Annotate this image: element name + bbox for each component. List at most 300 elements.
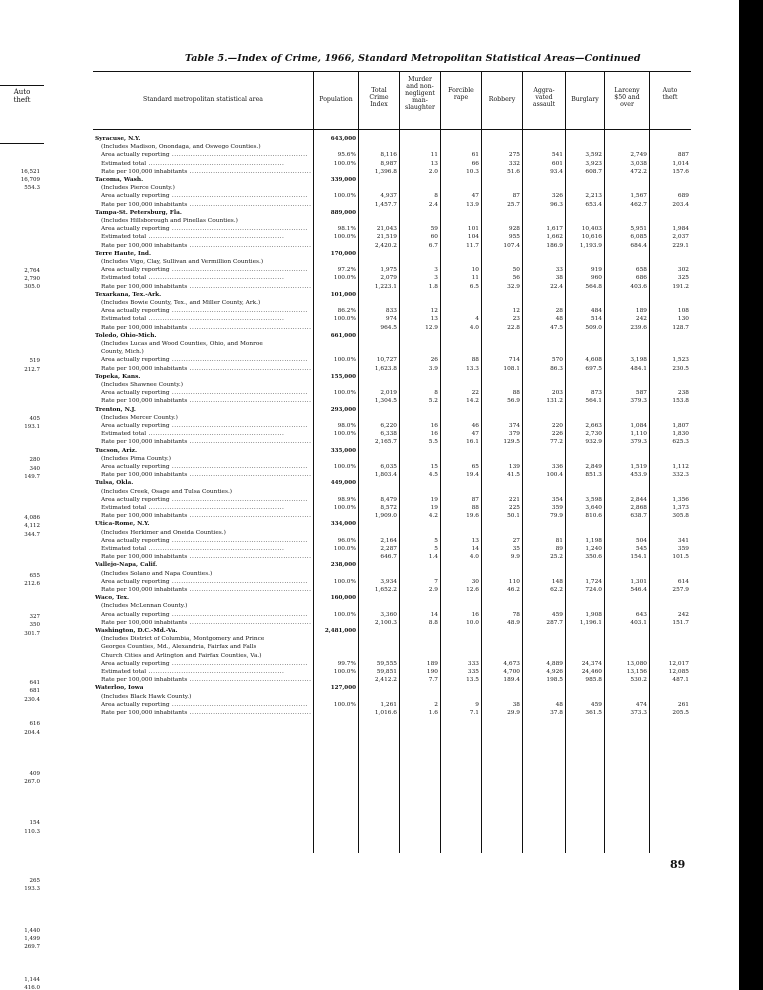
table-cell: 153.8 (672, 398, 689, 405)
row-label: Rate per 100,000 inhabitants ..... (101, 324, 311, 332)
table-cell: 19 (430, 496, 438, 503)
table-cell: 129.5 (503, 439, 520, 446)
area-name: Topeka, Kans. (95, 373, 141, 380)
left-strip-value: 416.0 (24, 985, 40, 990)
population-value: 661,000 (330, 332, 356, 339)
table-cell: 226 (551, 431, 563, 438)
area-note: (Includes Black Hawk County.) (101, 693, 192, 700)
table-cell: 12 (512, 308, 520, 315)
table-row (93, 479, 691, 487)
left-strip-value: 16,709 (20, 176, 40, 183)
table-cell: 1,457.7 (374, 201, 397, 208)
population-value: 335,000 (330, 447, 356, 454)
table-cell: 12 (430, 308, 438, 315)
percent-reporting: 95.6% (337, 152, 356, 159)
table-cell: 19.6 (466, 513, 479, 520)
table-cell: 472.2 (630, 168, 647, 175)
table-cell: 697.5 (585, 365, 602, 372)
percent-reporting: 100.0% (333, 546, 356, 552)
table-cell: 4.5 (428, 472, 438, 479)
left-strip-value: 110.3 (24, 828, 40, 835)
area-name: Tacoma, Wash. (95, 177, 144, 183)
table-cell: 139 (508, 464, 520, 470)
table-cell: 239.6 (630, 324, 647, 331)
table-cell: 230.5 (672, 365, 689, 372)
table-cell: 2,420.2 (374, 242, 397, 249)
area-name: Tucson, Ariz. (95, 447, 137, 454)
table-cell: 614 (677, 578, 689, 585)
table-cell: 3,198 (630, 357, 647, 364)
table-cell: 24,460 (581, 669, 602, 675)
table-cell: 4,889 (546, 660, 563, 667)
percent-reporting: 99.7% (337, 660, 356, 667)
table-cell: 3.9 (428, 365, 438, 372)
table-cell: 4 (475, 316, 479, 323)
table-cell: 1,523 (672, 357, 689, 364)
table-row (93, 709, 691, 717)
population-value: 170,000 (330, 250, 356, 257)
table-cell: 205.5 (672, 710, 689, 716)
table-cell: 6,035 (380, 464, 397, 470)
left-strip-value: 212.6 (24, 581, 40, 587)
percent-reporting: 100.0% (333, 701, 356, 708)
table-cell: 86.3 (550, 365, 563, 372)
table-cell: 108 (677, 308, 689, 315)
column-rule (399, 71, 400, 853)
percent-reporting: 100.0% (333, 316, 356, 323)
table-cell: 810.6 (585, 513, 602, 520)
area-note: Georges Counties, Md., Alexandria, Fairfax and Falls (101, 644, 257, 651)
table-cell: 459 (590, 701, 602, 708)
table-cell: 374 (508, 423, 520, 429)
table-cell: 587 (635, 390, 647, 397)
area-name: Syracuse, N.Y. (95, 136, 141, 142)
percent-reporting: 100.0% (333, 234, 356, 241)
table-cell: 56.9 (507, 398, 520, 405)
left-strip-value: 212.7 (24, 366, 40, 373)
table-cell: 5 (434, 546, 438, 552)
table-cell: 887 (677, 152, 689, 159)
table-cell: 89 (555, 546, 563, 552)
percent-reporting: 100.0% (333, 431, 356, 438)
table-cell: 974 (385, 316, 397, 323)
table-cell: 47.5 (550, 324, 563, 331)
left-strip (0, 85, 44, 990)
table-cell: 28 (555, 308, 563, 315)
area-name: Waco, Tex. (95, 595, 130, 602)
table-row (93, 496, 691, 504)
area-name: Tampa-St. Petersburg, Fla. (95, 209, 182, 216)
table-cell: 1,198 (585, 537, 602, 544)
table-row (93, 381, 691, 389)
left-strip-value: 305.0 (24, 284, 40, 290)
population-value: 127,000 (330, 685, 356, 692)
percent-reporting: 100.0% (333, 578, 356, 585)
area-note: (Includes Pima County.) (101, 455, 171, 462)
table-cell: 8,987 (380, 160, 397, 167)
table-cell: 22.8 (507, 324, 520, 331)
table-cell: 1,196.1 (579, 619, 602, 626)
table-row (93, 291, 691, 299)
table-cell: 955 (508, 234, 520, 241)
table-cell: 242 (677, 611, 689, 618)
table-row (93, 471, 691, 479)
table-cell: 189 (635, 308, 647, 315)
area-note: (Includes McLennan County.) (101, 603, 188, 610)
table-cell: 1,301 (630, 578, 647, 585)
percent-reporting: 86.2% (337, 308, 356, 315)
area-note: Church Cities and Arlington and Fairfax Counties, Va.) (101, 652, 262, 659)
percent-reporting: 98.9% (337, 496, 356, 503)
percent-reporting: 100.0% (333, 160, 356, 167)
area-name: Texarkana, Tex.-Ark. (95, 291, 162, 298)
row-label: Area actually reporting ..... (101, 266, 311, 274)
row-label: Area actually reporting ..... (101, 422, 311, 430)
table-cell: 8,479 (380, 496, 397, 503)
row-label: Rate per 100,000 inhabitants ..... (101, 201, 311, 209)
table-cell: 919 (590, 267, 602, 274)
table-cell: 8 (434, 390, 438, 397)
table-cell: 128.7 (672, 324, 689, 331)
table-cell: 21,519 (376, 234, 397, 241)
population-value: 155,000 (330, 373, 356, 380)
table-top-rule (93, 71, 691, 72)
population-value: 2,481,000 (324, 628, 356, 634)
row-label: Rate per 100,000 inhabitants ..... (101, 676, 311, 684)
table-cell: 79.9 (550, 513, 563, 520)
table-row (93, 233, 691, 241)
table-cell: 403.6 (630, 283, 647, 290)
table-cell: 325 (677, 275, 689, 282)
table-cell: 16 (471, 611, 479, 618)
table-row (93, 348, 691, 356)
table-cell: 59,555 (376, 660, 397, 667)
table-cell: 48.9 (507, 619, 520, 626)
table-cell: 41.5 (507, 472, 520, 479)
area-name: Toledo, Ohio-Mich. (95, 332, 157, 339)
left-strip-value: 340 (29, 465, 40, 472)
area-name: Vallejo-Napa, Calif. (95, 562, 158, 569)
table-cell: 1,984 (672, 226, 689, 233)
table-cell: 653.4 (585, 201, 602, 208)
table-cell: 4,937 (380, 193, 397, 200)
left-strip-value: 193.3 (24, 886, 40, 893)
table-cell: 332.3 (672, 472, 689, 479)
table-cell: 1,112 (672, 464, 689, 470)
column-rule (313, 71, 314, 853)
area-note: (Includes Solano and Napa Counties.) (101, 570, 213, 577)
area-note: (Includes Lucas and Wood Counties, Ohio, and Monroe (101, 341, 263, 347)
table-row (93, 184, 691, 192)
table-cell: 14 (471, 546, 479, 552)
table-cell: 964.5 (380, 324, 397, 331)
population-value: 889,000 (330, 209, 356, 216)
table-cell: 60 (430, 234, 438, 241)
header-total: Total Crime Index (369, 87, 389, 108)
table-cell: 2,037 (672, 234, 689, 241)
area-note: (Includes Hillsborough and Pinellas Counties.) (101, 218, 238, 224)
area-note: (Includes Mercer County.) (101, 414, 178, 421)
area-name: Terre Haute, Ind. (95, 250, 151, 257)
left-strip-value: 641 (29, 680, 40, 686)
table-row (93, 266, 691, 274)
table-row (93, 250, 691, 258)
table-cell: 77.2 (550, 439, 563, 446)
table-cell: 13 (430, 316, 438, 323)
row-label: Rate per 100,000 inhabitants ..... (101, 619, 311, 627)
table-cell: 48 (555, 316, 563, 323)
row-label: Area actually reporting ..... (101, 225, 311, 233)
header-larceny: Larceny $50 and over (614, 87, 640, 108)
left-strip-value: 681 (29, 688, 40, 695)
table-cell: 10,727 (376, 357, 397, 364)
left-strip-value: 16,521 (20, 168, 40, 175)
table-row (93, 422, 691, 430)
table-cell: 154.1 (630, 554, 647, 561)
page-number: 89 (670, 858, 686, 871)
table-row (93, 537, 691, 545)
left-strip-value: 350 (29, 622, 40, 629)
table-cell: 59 (430, 226, 438, 233)
table-cell: 514 (590, 316, 602, 323)
table-cell: 24,374 (581, 660, 602, 667)
population-value: 339,000 (330, 177, 356, 183)
table-row (93, 578, 691, 586)
left-strip-value: 655 (29, 572, 40, 579)
table-cell: 22 (471, 390, 479, 397)
row-label: Area actually reporting ..... (101, 701, 311, 709)
row-label: Area actually reporting ..... (101, 660, 311, 668)
table-cell: 2,730 (585, 431, 602, 438)
table-cell: 1,662 (546, 234, 563, 241)
table-cell: 257.9 (672, 587, 689, 593)
table-cell: 13,156 (626, 669, 647, 675)
table-cell: 373.3 (630, 710, 647, 716)
table-cell: 4.0 (469, 554, 479, 561)
table-row (93, 693, 691, 701)
table-row (93, 217, 691, 225)
table-row (93, 602, 691, 610)
table-cell: 261 (677, 701, 689, 708)
table-cell: 487.1 (672, 677, 689, 684)
table-cell: 2,213 (585, 193, 602, 200)
row-label: Estimated total ..... (101, 315, 311, 323)
table-row (93, 701, 691, 709)
table-cell: 157.6 (672, 168, 689, 175)
left-strip-value: 344.7 (24, 531, 40, 538)
table-cell: 13 (430, 160, 438, 167)
table-cell: 5.5 (428, 439, 438, 446)
table-cell: 78 (512, 611, 520, 618)
table-cell: 379 (508, 431, 520, 438)
table-cell: 6,338 (380, 431, 397, 438)
table-cell: 38 (555, 275, 563, 282)
table-cell: 46.2 (507, 587, 520, 593)
header-robbery: Robbery (488, 96, 516, 103)
table-cell: 545 (635, 546, 647, 552)
table-cell: 15 (430, 464, 438, 470)
table-row (93, 389, 691, 397)
table-row (93, 463, 691, 471)
column-rule (440, 71, 441, 853)
table-cell: 14 (430, 611, 438, 618)
table-cell: 326 (551, 193, 563, 200)
percent-reporting: 98.0% (337, 423, 356, 429)
table-cell: 13,080 (626, 660, 647, 667)
population-value: 101,000 (330, 291, 356, 298)
area-name: Waterloo, Iowa (95, 685, 144, 692)
table-cell: 11 (430, 152, 438, 159)
population-value: 238,000 (330, 562, 356, 569)
table-cell: 25.2 (550, 554, 563, 561)
table-row (93, 151, 691, 159)
table-cell: 191.2 (672, 283, 689, 290)
table-cell: 14.2 (466, 398, 479, 405)
percent-reporting: 100.0% (333, 464, 356, 470)
table-cell: 101.5 (672, 554, 689, 561)
table-cell: 7.7 (428, 677, 438, 684)
row-label: Rate per 100,000 inhabitants ..... (101, 553, 311, 561)
percent-reporting: 100.0% (333, 357, 356, 364)
table-row (93, 512, 691, 520)
table-cell: 221 (508, 496, 520, 503)
left-strip-rule (0, 85, 44, 86)
table-cell: 16 (430, 431, 438, 438)
table-row (93, 242, 691, 250)
table-cell: 21,043 (376, 226, 397, 233)
table-cell: 3 (434, 275, 438, 282)
table-cell: 96.3 (550, 201, 563, 208)
table-row (93, 274, 691, 282)
table-cell: 1,975 (380, 267, 397, 274)
row-label: Estimated total ..... (101, 668, 311, 676)
table-cell: 1,908 (585, 611, 602, 618)
table-cell: 46 (471, 423, 479, 429)
table-cell: 350.6 (585, 554, 602, 561)
table-cell: 484 (590, 308, 602, 315)
row-label: Rate per 100,000 inhabitants ..... (101, 512, 311, 520)
row-label: Area actually reporting ..... (101, 611, 311, 619)
table-row (93, 676, 691, 684)
table-title: Table 5.—Index of Crime, 1966, Standard Metropolitan Statistical Areas—Continued (185, 53, 641, 64)
percent-reporting: 100.0% (333, 611, 356, 618)
table-cell: 1,014 (672, 160, 689, 167)
table-cell: 16.1 (466, 439, 479, 446)
table-row (93, 619, 691, 627)
table-cell: 23 (512, 316, 520, 323)
left-strip-value: 1,440 (24, 927, 40, 934)
table-cell: 1,724 (585, 578, 602, 585)
table-cell: 459 (551, 611, 563, 618)
row-label: Rate per 100,000 inhabitants ..... (101, 397, 311, 405)
table-cell: 686 (635, 275, 647, 282)
left-strip-value: 269.7 (24, 944, 40, 950)
table-cell: 359 (551, 505, 563, 511)
table-cell: 684.4 (630, 242, 647, 249)
table-cell: 51.6 (507, 168, 520, 175)
table-cell: 2.0 (428, 168, 438, 175)
table-cell: 341 (677, 537, 689, 544)
table-cell: 3,038 (630, 160, 647, 167)
table-cell: 1,016.6 (374, 710, 397, 716)
table-cell: 2,749 (630, 152, 647, 159)
table-cell: 601 (551, 160, 563, 167)
table-row (93, 586, 691, 594)
table-row (93, 438, 691, 446)
table-cell: 474 (635, 701, 647, 708)
percent-reporting: 97.2% (337, 267, 356, 274)
table-cell: 2,849 (585, 464, 602, 470)
table-cell: 238 (677, 390, 689, 397)
table-cell: 108.1 (503, 365, 520, 372)
table-cell: 2 (434, 701, 438, 708)
table-cell: 2,165.7 (374, 439, 397, 446)
column-rule (481, 71, 482, 853)
area-note: (Includes Vigo, Clay, Sullivan and Vermillion Counties.) (101, 259, 264, 265)
left-strip-header: Auto theft (13, 88, 31, 104)
area-note: (Includes Madison, Onondaga, and Oswego Counties.) (101, 144, 261, 151)
table-cell: 4,673 (503, 660, 520, 667)
table-row (93, 652, 691, 660)
percent-reporting: 100.0% (333, 669, 356, 675)
table-cell: 26 (430, 357, 438, 364)
table-cell: 38 (512, 701, 520, 708)
row-label: Estimated total ..... (101, 504, 311, 512)
table-cell: 625.3 (672, 439, 689, 446)
row-label: Area actually reporting ..... (101, 496, 311, 504)
table-cell: 148 (551, 578, 563, 585)
left-strip-value: 4,086 (24, 515, 40, 521)
table-cell: 13.9 (466, 201, 479, 208)
table-row (93, 307, 691, 315)
table-cell: 32.9 (507, 283, 520, 290)
table-cell: 1,396.8 (374, 168, 397, 175)
row-label: Rate per 100,000 inhabitants ..... (101, 709, 311, 717)
row-label: Area actually reporting ..... (101, 578, 311, 586)
table-cell: 66 (471, 160, 479, 167)
table-cell: 7 (434, 578, 438, 585)
table-cell: 1,803.4 (374, 472, 397, 479)
table-cell: 5,951 (630, 226, 647, 233)
table-cell: 50.1 (507, 513, 520, 520)
table-cell: 110 (508, 578, 520, 585)
table-row (93, 430, 691, 438)
table-cell: 1,807 (672, 423, 689, 429)
row-label: Estimated total ..... (101, 274, 311, 282)
table-cell: 2,844 (630, 496, 647, 503)
table-cell: 56 (512, 275, 520, 282)
left-strip-value: 149.7 (24, 473, 40, 480)
table-cell: 220 (551, 423, 563, 429)
table-cell: 19.4 (466, 472, 479, 479)
area-note: (Includes Herkimer and Oneida Counties.) (101, 529, 226, 536)
left-strip-value: 519 (29, 358, 40, 365)
table-row (93, 340, 691, 348)
row-label: Rate per 100,000 inhabitants ..... (101, 168, 311, 176)
table-row (93, 561, 691, 569)
table-cell: 570 (551, 357, 563, 364)
table-row (93, 660, 691, 668)
table-cell: 2,100.3 (374, 619, 397, 626)
table-row (93, 627, 691, 635)
table-cell: 88 (471, 505, 479, 511)
header-burglary: Burglary (571, 96, 599, 103)
table-cell: 104 (467, 234, 479, 241)
table-row (93, 635, 691, 643)
row-label: Rate per 100,000 inhabitants ..... (101, 283, 311, 291)
table-cell: 1,261 (380, 701, 397, 708)
table-row (93, 529, 691, 537)
